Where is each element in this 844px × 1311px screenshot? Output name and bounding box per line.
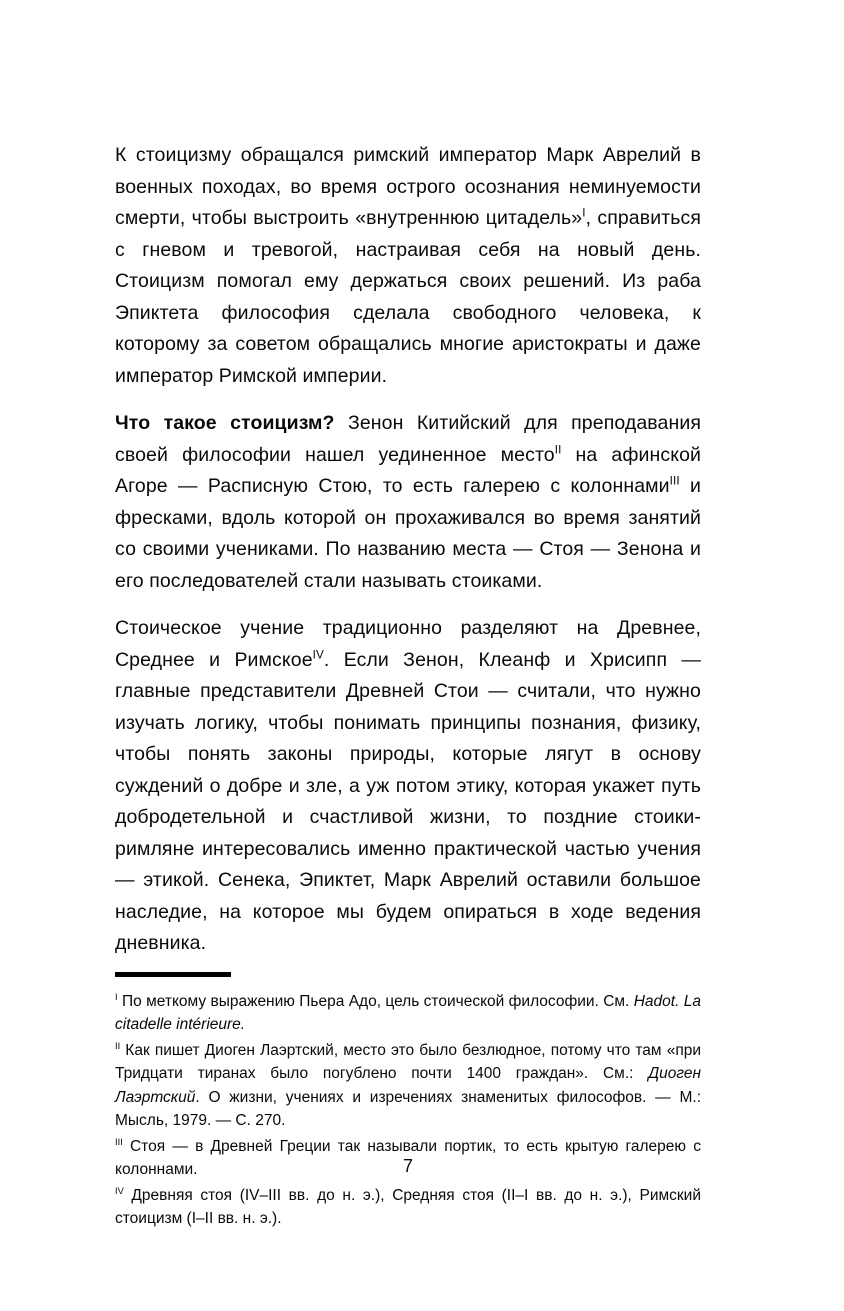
- footnote-marker: II: [115, 1040, 121, 1051]
- text-run: и фресками, вдоль которой он прохаживался во время занятий со своими учениками. По названию места — Стоя — Зенона и его последователей стали называть стоиками.: [115, 475, 701, 592]
- text-run: . Если Зенон, Клеанф и Хрисипп — главные представители Древней Стои — считали, что нужно изучать логику, чтобы понимать принципы познания, физику, чтобы понять законы природы, которые лягут в основу суждений о добре и зле, а уж потом этику, которая укажет путь добродетельной и счастливой жизни, то поздние стоики-римляне интересовались именно практической частью учения — этикой. Сенека, Эпиктет, Марк Аврелий оставили большое наследие, на которое мы будем опираться в ходе ведения дневника.: [115, 648, 701, 954]
- footnote-marker: III: [669, 474, 680, 488]
- text-run: на афинской Агоре — Расписную Стою, то есть галерею с колоннами: [115, 443, 702, 497]
- text-run: К стоицизму обращался римский император Марк Аврелий в военных походах, во время острого осознания неминуемости смерти, чтобы выстроить «внутреннюю цитадель»: [115, 144, 701, 229]
- footnote: [115, 1184, 701, 1231]
- text-run: Hadot. La citadelle intérieure.: [115, 992, 701, 1033]
- footnote-marker: IV: [312, 648, 324, 661]
- body-paragraphs: [115, 140, 701, 960]
- text-run: Стоя — в Древней Греции так называли портик, то есть крытую галерею с колоннами.: [115, 1137, 701, 1178]
- footnote: [115, 990, 701, 1037]
- footnote-marker: I: [582, 206, 586, 220]
- text-run: По меткому выражению Пьера Адо, цель стоической философии. См.: [117, 992, 634, 1010]
- footnote-marker: III: [115, 1136, 123, 1147]
- text-run: Древняя стоя (IV–III вв. до н. э.), Средняя стоя (II–I вв. до н. э.), Римский стоицизм (I–II вв. н. э.).: [115, 1186, 701, 1227]
- text-run: Стоическое учение традиционно разделяют на Древнее, Среднее и Римское: [115, 617, 701, 671]
- text-run: Что такое стоицизм?: [115, 412, 348, 434]
- footnote-separator: [115, 972, 231, 977]
- footnote: [115, 1039, 701, 1133]
- footnote-marker: II: [554, 443, 562, 456]
- paragraph: [115, 140, 701, 392]
- text-run: . О жизни, учениях и изречениях знаменитых философов. — М.: Мысль, 1979. — С. 270.: [115, 1088, 701, 1129]
- text-block: [115, 140, 701, 1233]
- text-run: Диоген Лаэртский: [115, 1065, 701, 1106]
- text-run: Как пишет Диоген Лаэртский, место это было безлюдное, потому что там «при Тридцати тиранах было погублено почти 1400 граждан». См.:: [115, 1041, 701, 1082]
- footnote-list: [115, 990, 701, 1231]
- footnote-marker: IV: [115, 1185, 124, 1196]
- text-run: , справиться с гневом и тревогой, настраивая себя на новый день. Стоицизм помогал ему держаться своих решений. Из раба Эпиктета философия сделала свободного человека, к которому за советом обращались многие аристократы и даже император Римской империи.: [115, 207, 702, 387]
- page-number: 7: [402, 1156, 413, 1176]
- paragraph: [115, 613, 701, 960]
- footnote-marker: I: [115, 991, 118, 1002]
- paragraph: [115, 408, 701, 597]
- text-run: Зенон Китийский для преподавания своей философии нашел уединенное место: [115, 412, 701, 466]
